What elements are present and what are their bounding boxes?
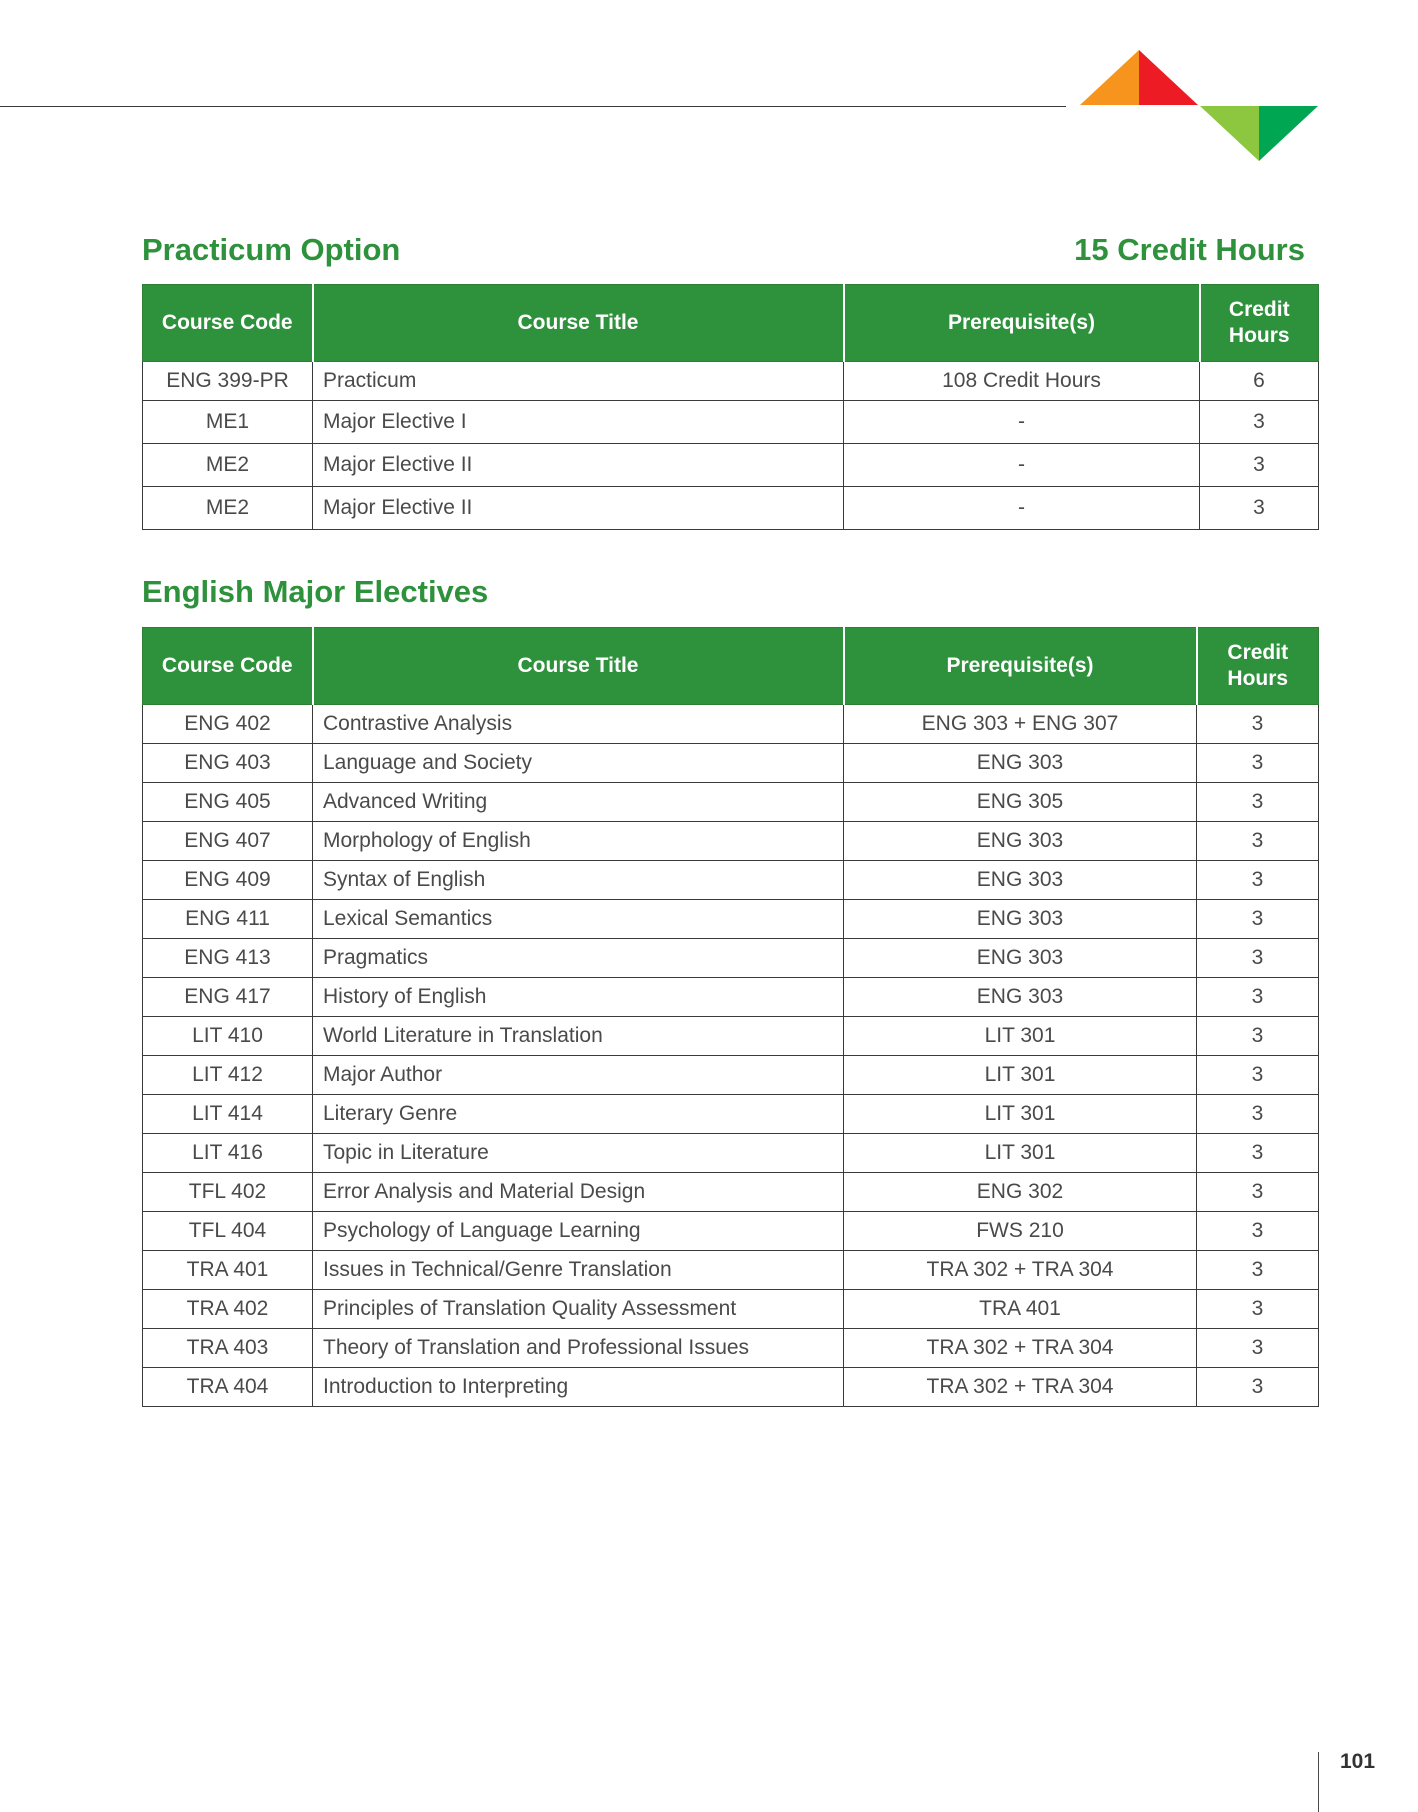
course-title-cell: Issues in Technical/Genre Translation (313, 1251, 844, 1290)
course-title-cell: Lexical Semantics (313, 900, 844, 939)
electives-title: English Major Electives (142, 574, 489, 609)
course-code-cell: LIT 410 (143, 1017, 313, 1056)
table-row (143, 1368, 1319, 1407)
header-course-title: Course Title (313, 285, 844, 362)
header-rule (0, 106, 1066, 107)
course-title-cell: Psychology of Language Learning (313, 1212, 844, 1251)
course-code-cell: LIT 412 (143, 1056, 313, 1095)
course-title-cell: Advanced Writing (313, 783, 844, 822)
logo-red-triangle (1139, 50, 1198, 105)
triangle-logo-icon (1080, 50, 1320, 165)
course-title-cell: Major Elective II (313, 487, 844, 530)
prerequisite-cell: - (844, 444, 1200, 487)
table-row (143, 939, 1319, 978)
course-title-cell: Pragmatics (313, 939, 844, 978)
course-title-cell: Syntax of English (313, 861, 844, 900)
table-row (143, 861, 1319, 900)
course-code-cell: ENG 409 (143, 861, 313, 900)
prerequisite-cell: - (844, 487, 1200, 530)
credit-hours-cell: 3 (1197, 1290, 1319, 1329)
prerequisite-cell: LIT 301 (844, 1017, 1197, 1056)
logo-light-green-triangle (1200, 106, 1259, 161)
course-title-cell: Major Elective I (313, 401, 844, 444)
course-title-cell: Topic in Literature (313, 1134, 844, 1173)
header-credit-hours: Credit Hours (1200, 285, 1319, 362)
prerequisite-cell: LIT 301 (844, 1134, 1197, 1173)
course-code-cell: TRA 403 (143, 1329, 313, 1368)
credit-hours-cell: 3 (1200, 487, 1319, 530)
prerequisite-cell: TRA 401 (844, 1290, 1197, 1329)
header-prerequisites: Prerequisite(s) (844, 285, 1200, 362)
credit-hours-cell: 3 (1197, 1251, 1319, 1290)
table-row (143, 744, 1319, 783)
credit-hours-cell: 3 (1197, 1056, 1319, 1095)
credit-hours-cell: 3 (1197, 783, 1319, 822)
table-row (143, 1017, 1319, 1056)
prerequisite-cell: ENG 303 (844, 939, 1197, 978)
practicum-title: Practicum Option (142, 232, 401, 267)
table-row (143, 444, 1319, 487)
credit-hours-cell: 3 (1197, 705, 1319, 744)
table-row (143, 1251, 1319, 1290)
table-row (143, 900, 1319, 939)
table-row (143, 1056, 1319, 1095)
table-row (143, 978, 1319, 1017)
table-row (143, 1095, 1319, 1134)
prerequisite-cell: ENG 305 (844, 783, 1197, 822)
credit-hours-cell: 3 (1197, 1134, 1319, 1173)
table-header-row (143, 285, 1319, 362)
course-title-cell: Major Elective II (313, 444, 844, 487)
page-number: 101 (1340, 1750, 1376, 1773)
course-code-cell: ENG 413 (143, 939, 313, 978)
credit-hours-cell: 3 (1200, 444, 1319, 487)
course-code-cell: TFL 402 (143, 1173, 313, 1212)
table-row (143, 783, 1319, 822)
header-course-title: Course Title (313, 628, 844, 705)
page-number-divider (1318, 1752, 1319, 1812)
prerequisite-cell: TRA 302 + TRA 304 (844, 1368, 1197, 1407)
course-code-cell: TRA 401 (143, 1251, 313, 1290)
prerequisite-cell: LIT 301 (844, 1095, 1197, 1134)
prerequisite-cell: ENG 303 (844, 900, 1197, 939)
course-code-cell: ME2 (143, 444, 313, 487)
credit-hours-cell: 3 (1197, 900, 1319, 939)
course-title-cell: Principles of Translation Quality Assessment (313, 1290, 844, 1329)
credit-hours-cell: 3 (1200, 401, 1319, 444)
credit-hours-cell: 3 (1197, 978, 1319, 1017)
prerequisite-cell: - (844, 401, 1200, 444)
course-code-cell: LIT 416 (143, 1134, 313, 1173)
electives-table (142, 627, 1319, 1407)
course-code-cell: TFL 404 (143, 1212, 313, 1251)
header-course-code: Course Code (143, 285, 313, 362)
credit-hours-cell: 3 (1197, 861, 1319, 900)
course-title-cell: Major Author (313, 1056, 844, 1095)
credit-hours-cell: 6 (1200, 362, 1319, 401)
header-prerequisites: Prerequisite(s) (844, 628, 1197, 705)
course-title-cell: Practicum (313, 362, 844, 401)
prerequisite-cell: 108 Credit Hours (844, 362, 1200, 401)
practicum-table (142, 284, 1319, 530)
course-code-cell: LIT 414 (143, 1095, 313, 1134)
credit-hours-cell: 3 (1197, 822, 1319, 861)
prerequisite-cell: ENG 303 (844, 861, 1197, 900)
table-row (143, 362, 1319, 401)
prerequisite-cell: LIT 301 (844, 1056, 1197, 1095)
header-course-code: Course Code (143, 628, 313, 705)
table-row (143, 1290, 1319, 1329)
prerequisite-cell: TRA 302 + TRA 304 (844, 1251, 1197, 1290)
course-code-cell: ME2 (143, 487, 313, 530)
course-code-cell: TRA 404 (143, 1368, 313, 1407)
course-code-cell: ENG 405 (143, 783, 313, 822)
prerequisite-cell: ENG 303 (844, 744, 1197, 783)
course-code-cell: TRA 402 (143, 1290, 313, 1329)
credit-hours-cell: 3 (1197, 1173, 1319, 1212)
course-title-cell: Introduction to Interpreting (313, 1368, 844, 1407)
table-row (143, 1134, 1319, 1173)
course-title-cell: Language and Society (313, 744, 844, 783)
course-title-cell: Error Analysis and Material Design (313, 1173, 844, 1212)
course-title-cell: Theory of Translation and Professional Issues (313, 1329, 844, 1368)
logo-dark-green-triangle (1259, 106, 1318, 161)
table-row (143, 705, 1319, 744)
table-header-row (143, 628, 1319, 705)
table-row (143, 1212, 1319, 1251)
course-code-cell: ENG 417 (143, 978, 313, 1017)
course-code-cell: ME1 (143, 401, 313, 444)
course-code-cell: ENG 403 (143, 744, 313, 783)
credit-hours-cell: 3 (1197, 1329, 1319, 1368)
credit-hours-cell: 3 (1197, 1095, 1319, 1134)
course-code-cell: ENG 399-PR (143, 362, 313, 401)
course-title-cell: Morphology of English (313, 822, 844, 861)
table-row (143, 487, 1319, 530)
table-row (143, 1329, 1319, 1368)
course-title-cell: World Literature in Translation (313, 1017, 844, 1056)
logo-orange-triangle (1080, 50, 1139, 105)
table-row (143, 822, 1319, 861)
header-credit-hours: Credit Hours (1197, 628, 1319, 705)
prerequisite-cell: ENG 303 (844, 822, 1197, 861)
practicum-credit-total: 15 Credit Hours (1074, 232, 1305, 267)
course-code-cell: ENG 402 (143, 705, 313, 744)
prerequisite-cell: ENG 303 (844, 978, 1197, 1017)
credit-hours-cell: 3 (1197, 1212, 1319, 1251)
prerequisite-cell: ENG 303 + ENG 307 (844, 705, 1197, 744)
prerequisite-cell: FWS 210 (844, 1212, 1197, 1251)
course-title-cell: Contrastive Analysis (313, 705, 844, 744)
credit-hours-cell: 3 (1197, 939, 1319, 978)
credit-hours-cell: 3 (1197, 744, 1319, 783)
table-row (143, 401, 1319, 444)
prerequisite-cell: ENG 302 (844, 1173, 1197, 1212)
prerequisite-cell: TRA 302 + TRA 304 (844, 1329, 1197, 1368)
table-row (143, 1173, 1319, 1212)
credit-hours-cell: 3 (1197, 1368, 1319, 1407)
course-title-cell: Literary Genre (313, 1095, 844, 1134)
course-title-cell: History of English (313, 978, 844, 1017)
credit-hours-cell: 3 (1197, 1017, 1319, 1056)
course-code-cell: ENG 411 (143, 900, 313, 939)
course-code-cell: ENG 407 (143, 822, 313, 861)
